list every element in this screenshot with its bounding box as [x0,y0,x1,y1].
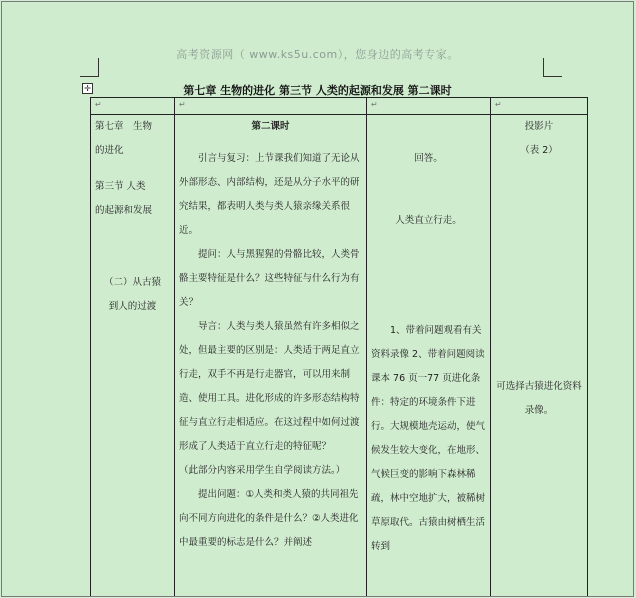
header-cell[interactable]: ↵ [175,98,367,115]
problem-paragraph: 提出问题：①人类和类人猿的共同祖先向不同方向进化的条件是什么？②人类进化中最重要的标志是什么？并阐述 [179,489,359,548]
margin-corner-left [80,58,99,77]
header-cell[interactable]: ↵ [91,98,175,115]
walk-text: 人类直立行走。 [395,215,462,226]
table-move-handle-icon[interactable]: ✛ [82,83,93,94]
question-paragraph: 提问：人与黑猩猩的骨骼比较，人类骨骼主要特征是什么？这些特征与什么行为有关？ [179,249,360,308]
chapter-cell[interactable] [91,115,175,598]
page-header: 高考资源网（ www.ks5u.com），您身边的高考专家。 [176,48,459,61]
answer-text: 回答。 [414,153,443,164]
video-text: 可选择古猿进化资料录像。 [496,381,582,416]
document-page [1,1,634,597]
subsection-line: 到人的过渡 [108,301,157,312]
margin-corner-right [543,58,562,77]
chapter-line: 的进化 [95,145,124,156]
header-cell[interactable]: ↵ [491,98,588,115]
section-line: 第三节 人类 [95,181,146,192]
lesson-title: 第七章 生物的进化 第三节 人类的起源和发展 第二课时 [183,84,452,97]
lesson-table [90,97,588,597]
table-header-row [91,98,588,115]
student-activity-cell[interactable] [367,115,491,598]
chapter-line: 第七章 生物 [95,121,153,132]
section-line: 的起源和发展 [95,205,153,216]
media-cell[interactable] [491,115,588,598]
projector-text: 投影片 [524,121,554,132]
table-reference: （表 2） [520,145,558,156]
lesson-heading: 第二课时 [251,121,290,132]
intro-paragraph: 引言与复习：上节课我们知道了无论从外部形态、内部结构，还是从分子水平的研究结果，都表明人类与类人猿亲缘关系很近。 [179,153,360,236]
lead-paragraph: 导言：人类与类人猿虽然有许多相似之处，但最主要的区别是：人类适于两足直立行走，双手不再是行走器官，可以用来制造、使用工具。进化形成的许多形态结构特征与直立行走相适应。在这过程中如何过渡形成了人类适于直立行走的特征呢？ [179,321,360,452]
method-note: （此部分内容采用学生自学阅读方法。） [179,465,346,476]
header-cell[interactable]: ↵ [367,98,491,115]
subsection-line: （二）从古猿 [103,277,161,288]
student-text: 1、带着问题观看有关资料录像 2、带着问题阅读课本 76 页一77 页进化条件：特定的环境条件下进行。大规模地壳运动，使气候发生较大变化，在地形、气候巨变的影响下森林稀疏，林中空地扩大，被稀树草原取代。古猿由树栖生活转到 [371,325,486,552]
teacher-activity-cell[interactable] [175,115,367,598]
table-body-row [91,115,588,598]
